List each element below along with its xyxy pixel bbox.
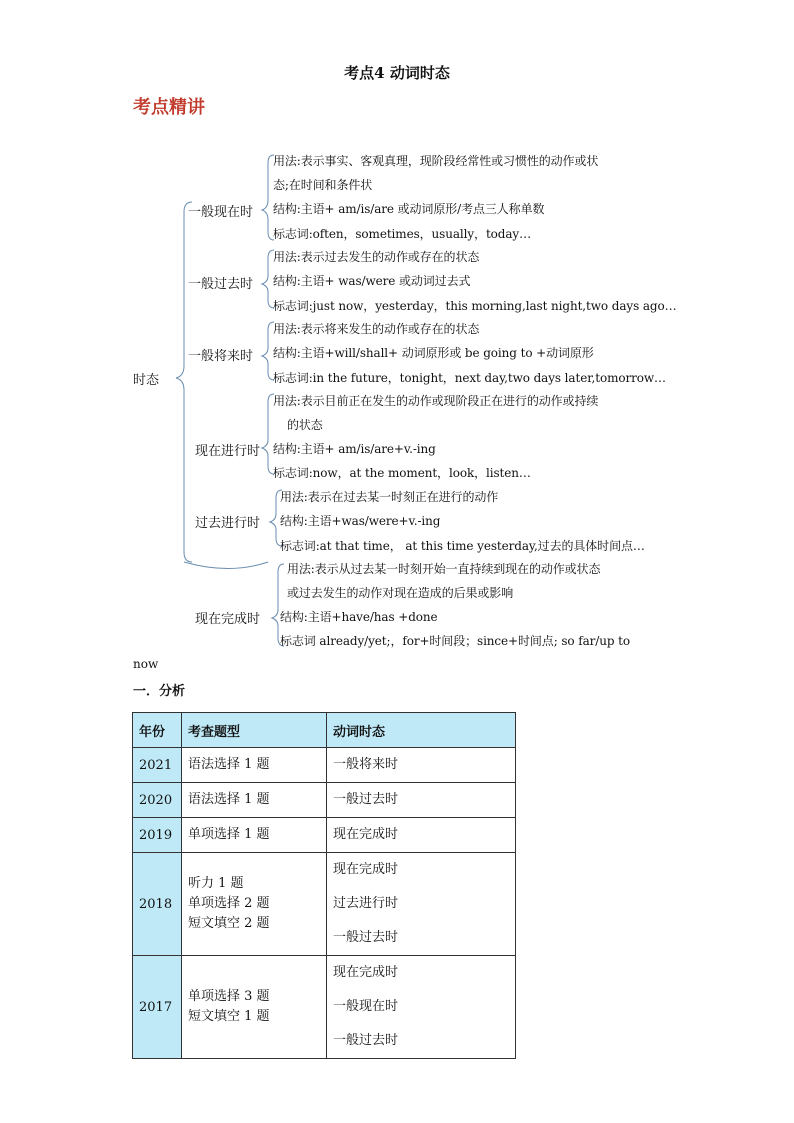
tense-line: 结构:主语+ am/is/are+v.-ing bbox=[273, 442, 436, 456]
type-line: 语法选择 1 题 bbox=[188, 757, 270, 772]
tense-name: 现在完成时 bbox=[195, 612, 261, 627]
tense-line: 结构:主语+will/shall+ 动词原形或 be going to +动词原形 bbox=[273, 346, 594, 360]
tense-item: 一般现在时 bbox=[333, 999, 399, 1014]
page-title: 考点4 动词时态 bbox=[344, 64, 450, 82]
type-line: 短文填空 1 题 bbox=[188, 1009, 270, 1024]
table-row bbox=[133, 748, 516, 783]
type-line: 单项选择 2 题 bbox=[188, 896, 270, 911]
tenses-cell bbox=[327, 956, 516, 1059]
header-year: 年份 bbox=[133, 713, 182, 748]
tense-line: 用法:表示将来发生的动作或存在的状态 bbox=[273, 322, 480, 336]
tense-line: 标志词 already/yet;，for+时间段；since+时间点; so far/up to bbox=[280, 634, 631, 648]
types-cell bbox=[182, 783, 327, 818]
table-header-row bbox=[133, 713, 516, 748]
tense-line: 标志词:in the future，tonight，next day,two days later,tomorrow… bbox=[273, 371, 666, 385]
table-row bbox=[133, 818, 516, 853]
tense-item: 现在完成时 bbox=[333, 862, 399, 877]
table-row bbox=[133, 956, 516, 1059]
tense-name: 现在进行时 bbox=[195, 444, 261, 459]
table-row bbox=[133, 853, 516, 956]
tense-line: 态;在时间和条件状 bbox=[273, 178, 373, 192]
tense-line: 或过去发生的动作对现在造成的后果或影响 bbox=[287, 586, 514, 600]
tense-line: 用法:表示过去发生的动作或存在的状态 bbox=[273, 250, 480, 264]
trailing-text: now bbox=[133, 657, 159, 671]
tense-line: 用法:表示目前正在发生的动作或现阶段正在进行的动作或持续 bbox=[273, 394, 599, 408]
year-cell: 2019 bbox=[133, 818, 182, 853]
type-line: 短文填空 2 题 bbox=[188, 916, 270, 931]
tenses-cell bbox=[327, 853, 516, 956]
tense-line: 标志词:just now，yesterday，this morning,last night,two days ago… bbox=[273, 299, 677, 313]
year-cell: 2018 bbox=[133, 853, 182, 956]
tense-line: 用法:表示事实、客观真理，现阶段经常性或习惯性的动作或状 bbox=[273, 154, 599, 168]
year-cell: 2017 bbox=[133, 956, 182, 1059]
tense-line: 的状态 bbox=[287, 418, 323, 432]
root-label: 时态 bbox=[133, 373, 160, 388]
tense-item: 一般过去时 bbox=[333, 930, 399, 945]
section-heading: 考点精讲 bbox=[133, 97, 205, 118]
header-types: 考查题型 bbox=[182, 713, 327, 748]
types-cell bbox=[182, 818, 327, 853]
tenses-cell bbox=[327, 748, 516, 783]
tenses-cell bbox=[327, 783, 516, 818]
present-perfect-link bbox=[184, 562, 268, 569]
tense-item: 一般过去时 bbox=[333, 792, 399, 807]
type-line: 单项选择 1 题 bbox=[188, 827, 270, 842]
tense-line: 结构:主语+was/were+v.-ing bbox=[280, 514, 441, 528]
tense-item: 一般过去时 bbox=[333, 1033, 399, 1048]
types-cell bbox=[182, 956, 327, 1059]
type-line: 听力 1 题 bbox=[188, 876, 244, 891]
tense-name: 一般将来时 bbox=[188, 349, 254, 364]
table-row bbox=[133, 783, 516, 818]
tense-line: 标志词:at that time， at this time yesterday,过去的具体时间点… bbox=[280, 539, 645, 553]
tense-line: 标志词:often，sometimes，usually，today… bbox=[273, 227, 532, 241]
types-cell bbox=[182, 748, 327, 783]
analysis-heading: 一．分析 bbox=[133, 684, 186, 699]
tense-name: 一般过去时 bbox=[188, 277, 254, 292]
tense-line: 用法:表示在过去某一时刻正在进行的动作 bbox=[280, 490, 499, 504]
header-tenses: 动词时态 bbox=[327, 713, 516, 748]
tense-line: 标志词:now，at the moment，look，listen… bbox=[273, 466, 531, 480]
tense-line: 用法:表示从过去某一时刻开始一直持续到现在的动作或状态 bbox=[287, 562, 601, 576]
tense-line: 结构:主语+ am/is/are 或动词原形/考点三人称单数 bbox=[273, 202, 545, 216]
main-brace bbox=[176, 202, 192, 562]
year-cell: 2020 bbox=[133, 783, 182, 818]
year-cell: 2021 bbox=[133, 748, 182, 783]
types-cell bbox=[182, 853, 327, 956]
type-line: 单项选择 3 题 bbox=[188, 989, 270, 1004]
type-line: 语法选择 1 题 bbox=[188, 792, 270, 807]
tense-item: 过去进行时 bbox=[333, 896, 399, 911]
tense-item: 现在完成时 bbox=[333, 827, 399, 842]
tense-line: 结构:主语+ was/were 或动词过去式 bbox=[273, 274, 471, 288]
analysis-table bbox=[132, 712, 516, 1059]
tenses-cell bbox=[327, 818, 516, 853]
tense-line: 结构:主语+have/has +done bbox=[280, 610, 438, 624]
tense-item: 现在完成时 bbox=[333, 965, 399, 980]
tense-name: 过去进行时 bbox=[195, 516, 261, 531]
tense-name: 一般现在时 bbox=[188, 205, 254, 220]
tense-item: 一般将来时 bbox=[333, 757, 399, 772]
